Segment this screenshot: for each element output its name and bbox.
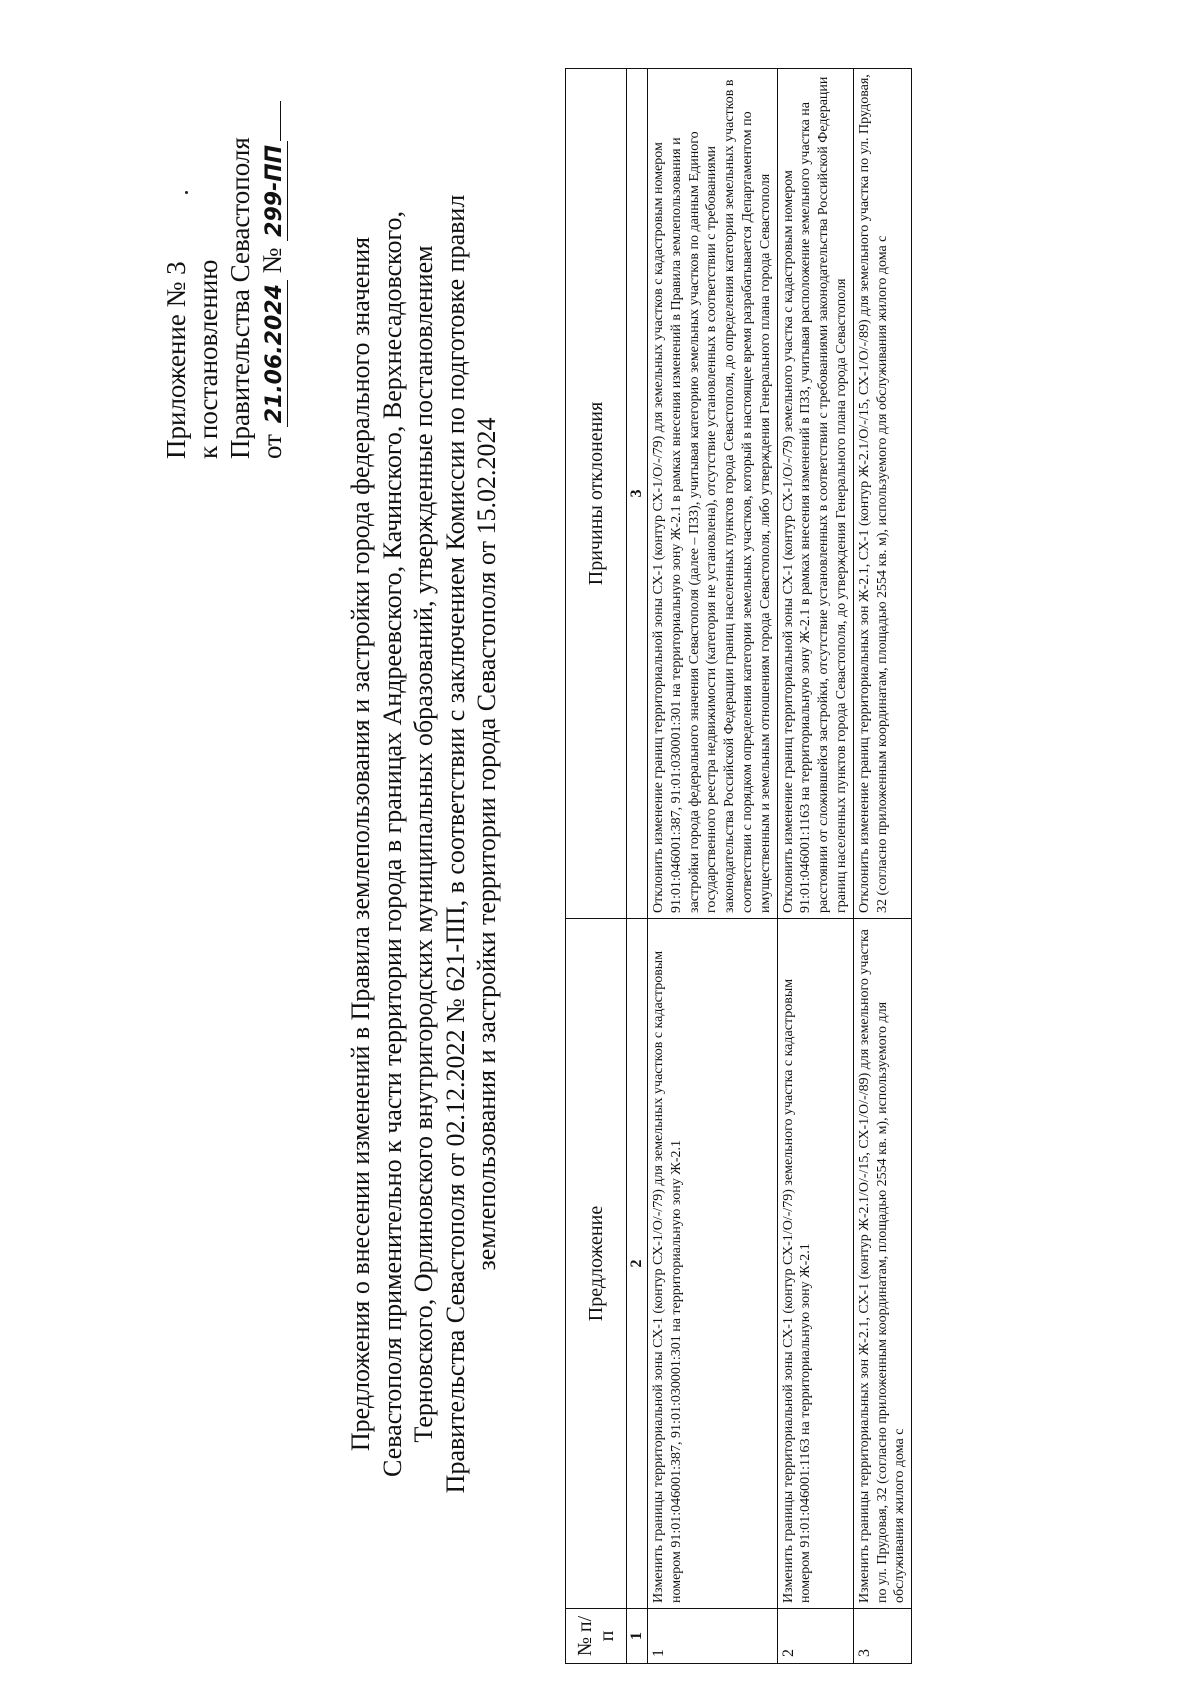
handwritten-number: 299-ПП <box>262 141 288 241</box>
header-reason: Причины отклонения <box>566 69 627 919</box>
title-line-4: Правительства Севастополя от 02.12.2022 № 621-ПП, в соответствии с заключением Комиссии по подготовке правил <box>440 194 470 1494</box>
appendix-line-1: Приложение № 3 <box>161 261 191 459</box>
appendix-date-line <box>256 19 291 459</box>
row-proposal: Изменить границы территориальных зон Ж-2.1, СХ-1 (контур Ж-2.1/О/-/15, СХ-1/О/-/89) для земельного участка по ул. Прудовая, 32 (согласно приложенным координатам, площадью 2554 кв. м), используемого для обслуживания жилого дома с <box>853 919 911 1609</box>
handwritten-date: 21.06.2024 <box>262 280 288 427</box>
row-number: 3 <box>853 1609 911 1664</box>
row-proposal: Изменить границы территориальной зоны СХ-1 (контур СХ-1/О/-/79) земельного участка с кадастровым номером 91:01:046001:1163 на территориальную зону Ж-2.1 <box>777 919 853 1609</box>
table-row <box>648 69 778 1664</box>
header-row <box>566 69 627 1664</box>
title-line-2: Севастополя применительно к части территории города в границах Андреевского, Качинского, Верхнесадовского, <box>377 211 407 1477</box>
column-number-2: 2 <box>627 919 648 1609</box>
row-number: 1 <box>648 1609 778 1664</box>
row-reason: Отклонить изменение границ территориальной зоны СХ-1 (контур СХ-1/О/-/79) земельного участка с кадастровым номером 91:01:046001:1163 на территориальную зону Ж-2.1 в рамках внесения изменений в ПЗЗ, учитывая расположение земельного участка на расстоянии от сложившейся застройки, отсутствие установленных в соответствии с требованиями законодательства Российской Федерации границ населенных пунктов города Севастополя, до утверждения Генерального плана города Севастополя <box>777 69 853 919</box>
table-row <box>777 69 853 1664</box>
row-reason: Отклонить изменение границ территориальных зон Ж-2.1, СХ-1 (контур Ж-2.1/О/-/15, СХ-1/О/-/89) для земельного участка по ул. Прудовая, 32 (согласно приложенным координатам, площадью 2554 кв. м), используемого для обслуживания жилого дома с <box>853 69 911 919</box>
appendix-line-3: Правительства Севастополя <box>225 137 255 459</box>
row-number: 2 <box>777 1609 853 1664</box>
proposals-table-wrap <box>565 69 912 1664</box>
column-number-row <box>627 69 648 1664</box>
table-row <box>853 69 911 1664</box>
column-number-1: 1 <box>627 1609 648 1664</box>
document-title <box>345 124 503 1564</box>
title-line-1: Предложения о внесении изменений в Правила землепользования и застройки города федерального значения <box>346 236 375 1452</box>
appendix-line-2: к постановлению <box>193 259 223 459</box>
scan-speck <box>185 191 188 194</box>
proposals-table <box>565 68 912 1664</box>
number-prefix: № <box>257 247 287 274</box>
column-number-3: 3 <box>627 69 648 919</box>
header-number: № п/п <box>566 1609 627 1664</box>
header-proposal: Предложение <box>566 919 627 1609</box>
row-proposal: Изменить границы территориальной зоны СХ-1 (контур СХ-1/О/-/79) для земельных участков с кадастровым номером 91:01:046001:387, 91:01:030001:301 на территориальную зону Ж-2.1 <box>648 919 778 1609</box>
title-line-3: Терновского, Орлиновского внутригородских муниципальных образований, утвержденные постановлением <box>409 245 438 1443</box>
date-prefix: от <box>257 434 287 459</box>
signature-underline <box>280 101 281 141</box>
title-line-5: землепользования и застройки территории города Севастополя от 15.02.2024 <box>472 417 501 1271</box>
appendix-block <box>160 19 291 459</box>
row-reason: Отклонить изменение границ территориальной зоны СХ-1 (контур СХ-1/О/-/79) для земельных участков с кадастровым номером 91:01:046001:387, 91:01:030001:301 на территориальную зону Ж-2.1 в рамках внесения изменений в Правила землепользования и застройки города федерального значения Севастополя (далее – ПЗЗ), учитывая категорию земельных участков по данным Единого государственного реестра недвижимости (категория не установлена), отсутствие установленных в соответствии с требованиями законодательства Российской Федерации границ населенных пунктов города Севастополя, до определения категории земельных участков в соответствии с порядком определения категории земельных участков, который в настоящее время разрабатывается Департаментом по имущественным и земельным отношениям города Севастополя, либо утверждения Генерального плана города Севастополя <box>648 69 778 919</box>
